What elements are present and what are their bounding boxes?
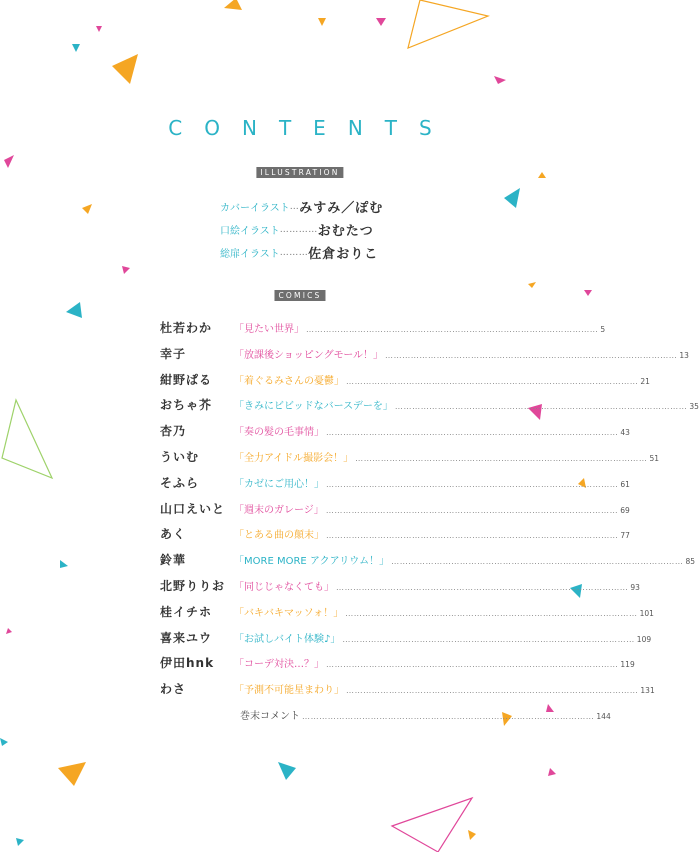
toc-leader: ………………………………………………………………………………………… bbox=[336, 582, 629, 592]
toc-page: 51 bbox=[649, 453, 660, 463]
toc-author: 杜若わか bbox=[160, 321, 213, 335]
toc-entry bbox=[234, 346, 689, 361]
toc-author: おちゃ芥 bbox=[160, 398, 213, 413]
comics-table-of-contents bbox=[160, 316, 699, 729]
toc-leader: ………………………………………………………………………………………… bbox=[326, 660, 619, 670]
toc-title: 「予測不可能星まわり」 bbox=[234, 685, 344, 697]
toc-title: 「とある曲の顛末」 bbox=[234, 530, 324, 542]
toc-page: 131 bbox=[640, 686, 655, 696]
toc-leader: ………………………………………………………………………………………… bbox=[394, 402, 688, 412]
toc-entry bbox=[234, 449, 660, 464]
toc-title: 「バキバキマッソォ！」 bbox=[234, 607, 344, 619]
toc-row[interactable] bbox=[160, 548, 696, 574]
toc-row[interactable] bbox=[160, 445, 660, 471]
toc-leader: ………………………………………………………………………………………… bbox=[306, 325, 599, 334]
toc-entry bbox=[234, 423, 630, 439]
toc-title: 「カゼにご用心！」 bbox=[234, 478, 324, 490]
toc-entry bbox=[234, 320, 606, 335]
toc-title: 「週末のガレージ」 bbox=[234, 504, 324, 516]
toc-page: 61 bbox=[620, 479, 630, 489]
credit-name: おむたつ bbox=[317, 224, 374, 239]
illustration-label: ILLUSTRATION bbox=[256, 167, 343, 178]
toc-author: あく bbox=[160, 527, 187, 542]
toc-title: 「お試しバイト体験♪」 bbox=[234, 633, 341, 645]
toc-page: 93 bbox=[630, 582, 640, 592]
toc-page: 35 bbox=[689, 402, 699, 412]
toc-entry bbox=[234, 397, 699, 413]
credit-role: カバーイラスト bbox=[220, 203, 290, 214]
toc-entry bbox=[234, 578, 640, 593]
toc-title: 「きみにビビッドなバースデーを」 bbox=[234, 401, 393, 413]
toc-row[interactable] bbox=[160, 497, 630, 523]
toc-row[interactable] bbox=[160, 600, 654, 626]
toc-leader: ………………………………………………………………………………………… bbox=[391, 557, 684, 567]
toc-row-end-comment[interactable] bbox=[160, 703, 611, 729]
toc-author: 鈴華 bbox=[160, 553, 187, 568]
toc-author: 紺野ぱる bbox=[160, 372, 213, 387]
toc-author: 喜来ユウ bbox=[160, 630, 213, 645]
toc-entry bbox=[234, 604, 654, 619]
toc-row[interactable] bbox=[160, 471, 630, 497]
toc-author: 杏乃 bbox=[160, 424, 187, 439]
toc-leader: ………………………………………………………………………………………… bbox=[355, 453, 648, 463]
toc-author: わさ bbox=[160, 682, 187, 697]
toc-row[interactable] bbox=[160, 574, 640, 600]
contents-title: CONTENTS bbox=[168, 116, 454, 140]
toc-page: 21 bbox=[640, 376, 650, 386]
toc-entry bbox=[234, 526, 630, 542]
toc-leader: ………………………………………………………………………………………… bbox=[302, 711, 595, 721]
toc-author: 幸子 bbox=[160, 346, 187, 361]
toc-author: 山口えいと bbox=[160, 501, 226, 516]
toc-row[interactable] bbox=[160, 651, 635, 677]
toc-entry bbox=[234, 630, 652, 645]
toc-entry bbox=[234, 552, 696, 568]
toc-author: 桂イチホ bbox=[160, 604, 213, 619]
toc-row[interactable] bbox=[160, 626, 652, 652]
comics-label: COMICS bbox=[274, 290, 325, 301]
toc-entry bbox=[234, 501, 630, 516]
toc-leader: ………………………………………………………………………………………… bbox=[326, 479, 619, 489]
toc-page: 5 bbox=[600, 325, 606, 334]
toc-leader: ………………………………………………………………………………………… bbox=[346, 686, 639, 696]
toc-leader: ………………………………………………………………………………………… bbox=[326, 428, 619, 438]
credit-name: 佐倉おりこ bbox=[308, 247, 379, 262]
toc-entry bbox=[234, 655, 635, 671]
credit-leader: … bbox=[289, 201, 300, 212]
toc-leader: ………………………………………………………………………………………… bbox=[345, 608, 638, 618]
toc-title: 「全力アイドル撮影会！」 bbox=[234, 452, 354, 464]
toc-row[interactable] bbox=[160, 677, 655, 703]
toc-row[interactable] bbox=[160, 368, 650, 394]
toc-title: 「着ぐるみさんの憂鬱」 bbox=[234, 375, 344, 387]
toc-page: 119 bbox=[620, 660, 635, 670]
toc-page: 101 bbox=[639, 608, 654, 618]
toc-page: 109 bbox=[636, 634, 652, 644]
toc-author: そふら bbox=[160, 475, 200, 490]
toc-author: ういむ bbox=[160, 449, 200, 464]
credit-row bbox=[220, 195, 383, 218]
toc-leader: ………………………………………………………………………………………… bbox=[325, 505, 619, 515]
toc-title: 「コーデ対決…？」 bbox=[234, 659, 324, 671]
toc-page: 13 bbox=[679, 350, 689, 360]
toc-entry bbox=[234, 681, 655, 697]
credit-row bbox=[220, 241, 383, 264]
credit-role: 口絵イラスト bbox=[220, 226, 280, 237]
toc-title: 「同じじゃなくても」 bbox=[234, 581, 334, 593]
toc-page: 69 bbox=[620, 505, 630, 515]
toc-leader: ………………………………………………………………………………………… bbox=[346, 376, 639, 386]
toc-leader: ………………………………………………………………………………………… bbox=[342, 634, 635, 644]
toc-author: 北野りりお bbox=[160, 578, 226, 593]
toc-title: 「放課後ショッピングモール！」 bbox=[234, 349, 383, 361]
toc-page: 77 bbox=[620, 531, 630, 541]
credit-leader: ………… bbox=[279, 224, 318, 235]
credit-name: みすみ／ぽむ bbox=[299, 201, 384, 216]
toc-row[interactable] bbox=[160, 342, 689, 368]
illustration-credits bbox=[220, 195, 383, 264]
toc-row[interactable] bbox=[160, 522, 630, 548]
toc-entry bbox=[234, 475, 630, 490]
toc-entry bbox=[240, 707, 611, 722]
toc-author: 伊田hnk bbox=[160, 656, 215, 671]
toc-page: 43 bbox=[620, 428, 630, 438]
toc-title: 「見たい世界」 bbox=[234, 324, 304, 335]
toc-title: 「奏の髪の毛事情」 bbox=[234, 427, 324, 439]
toc-leader: ………………………………………………………………………………………… bbox=[326, 531, 619, 541]
toc-row[interactable] bbox=[160, 316, 606, 342]
credit-row bbox=[220, 218, 383, 241]
end-comment-page: 144 bbox=[596, 711, 611, 721]
toc-leader: ………………………………………………………………………………………… bbox=[385, 350, 678, 360]
end-comment-title: 巻末コメント bbox=[240, 710, 300, 722]
toc-row[interactable] bbox=[160, 419, 630, 445]
toc-entry bbox=[234, 372, 650, 387]
toc-title: 「MORE MORE アクアリウム！」 bbox=[234, 556, 390, 568]
toc-page: 85 bbox=[685, 557, 696, 567]
credit-leader: ……… bbox=[279, 247, 309, 258]
toc-row[interactable] bbox=[160, 393, 699, 419]
credit-role: 総扉イラスト bbox=[220, 249, 280, 260]
